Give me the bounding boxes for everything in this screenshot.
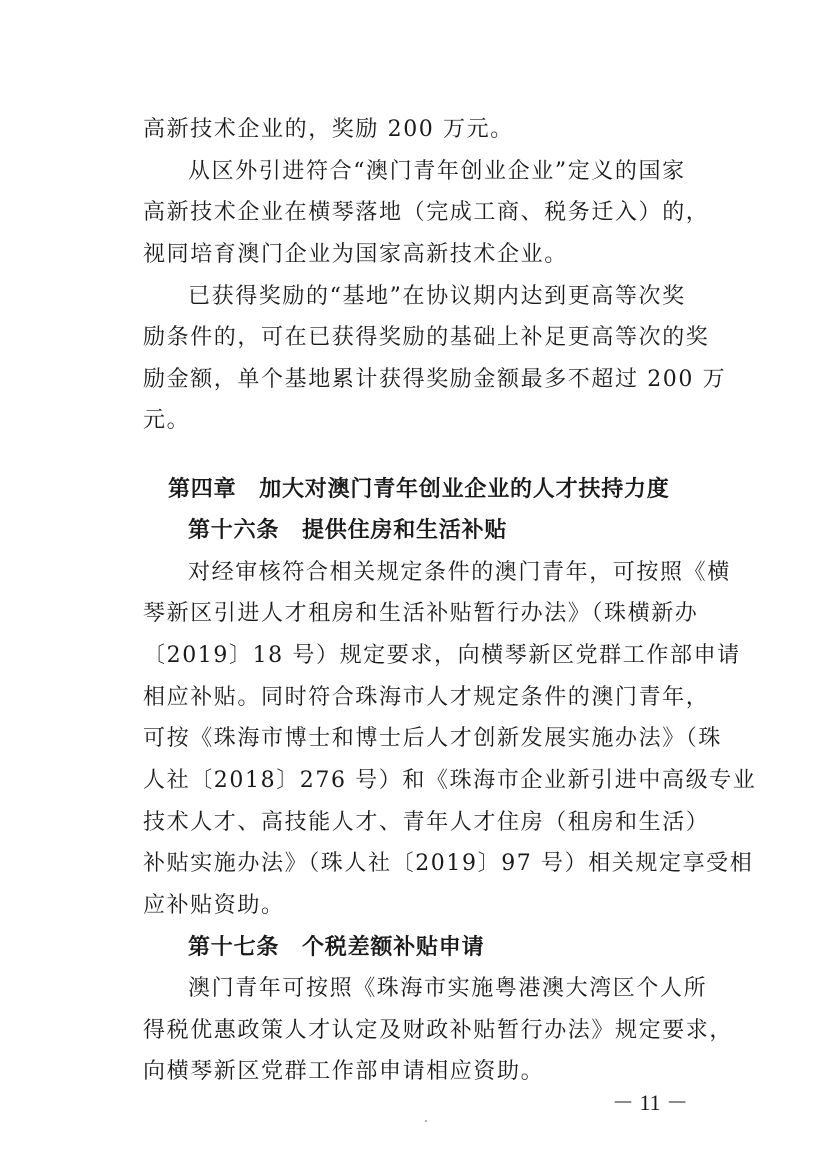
paragraph-line: 相应补贴。同时符合珠海市人才规定条件的澳门青年， [143,685,710,710]
paragraph-line: 高新技术企业的，奖励 200 万元。 [143,117,514,142]
paragraph-line: 应补贴资助。 [143,893,285,918]
paragraph-line: 可按《珠海市博士和博士后人才创新发展实施办法》（珠 [143,726,723,751]
paragraph-line: 得税优惠政策人才认定及财政补贴暂行办法》规定要求， [143,1018,734,1043]
paragraph-line: 对经审核符合相关规定条件的澳门青年，可按照《横 [188,560,731,585]
paragraph-line: 励金额，单个基地累计获得奖励金额最多不超过 200 万 [143,367,727,392]
paragraph-line: 励条件的，可在已获得奖励的基础上补足更高等次的奖 [143,325,710,350]
paragraph-line: 高新技术企业在横琴落地（完成工商、税务迁入）的， [143,200,710,225]
page-number: － 11 － [612,1090,689,1115]
paragraph-line: 澳门青年可按照《珠海市实施粤港澳大湾区个人所 [188,976,708,1001]
paragraph-line: 人社〔2018〕276 号）和《珠海市企业新引进中高级专业 [143,768,757,793]
paragraph-line: 从区外引进符合“澳门青年创业企业”定义的国家 [188,159,686,184]
paragraph-line: 〔2019〕18 号）规定要求，向横琴新区党群工作部申请 [143,643,741,668]
paragraph-line: 琴新区引进人才租房和生活补贴暂行办法》（珠横新办 [143,601,699,626]
chapter-heading: 第四章 加大对澳门青年创业企业的人才扶持力度 [168,477,670,502]
paragraph-line: 已获得奖励的“基地”在协议期内达到更高等次奖 [188,284,686,309]
article-heading: 第十六条 提供住房和生活补贴 [188,518,508,543]
paragraph-line: 向横琴新区党群工作部申请相应资助。 [143,1059,545,1084]
article-heading: 第十七条 个税差额补贴申请 [188,935,485,960]
paragraph-line: 技术人才、高技能人才、青年人才住房（租房和生活） [143,810,710,835]
scan-speck [425,1120,427,1122]
paragraph-line: 补贴实施办法》（珠人社〔2019〕97 号）相关规定享受相 [143,851,754,876]
paragraph-line: 视同培育澳门企业为国家高新技术企业。 [143,242,568,267]
paragraph-line: 元。 [143,408,191,433]
